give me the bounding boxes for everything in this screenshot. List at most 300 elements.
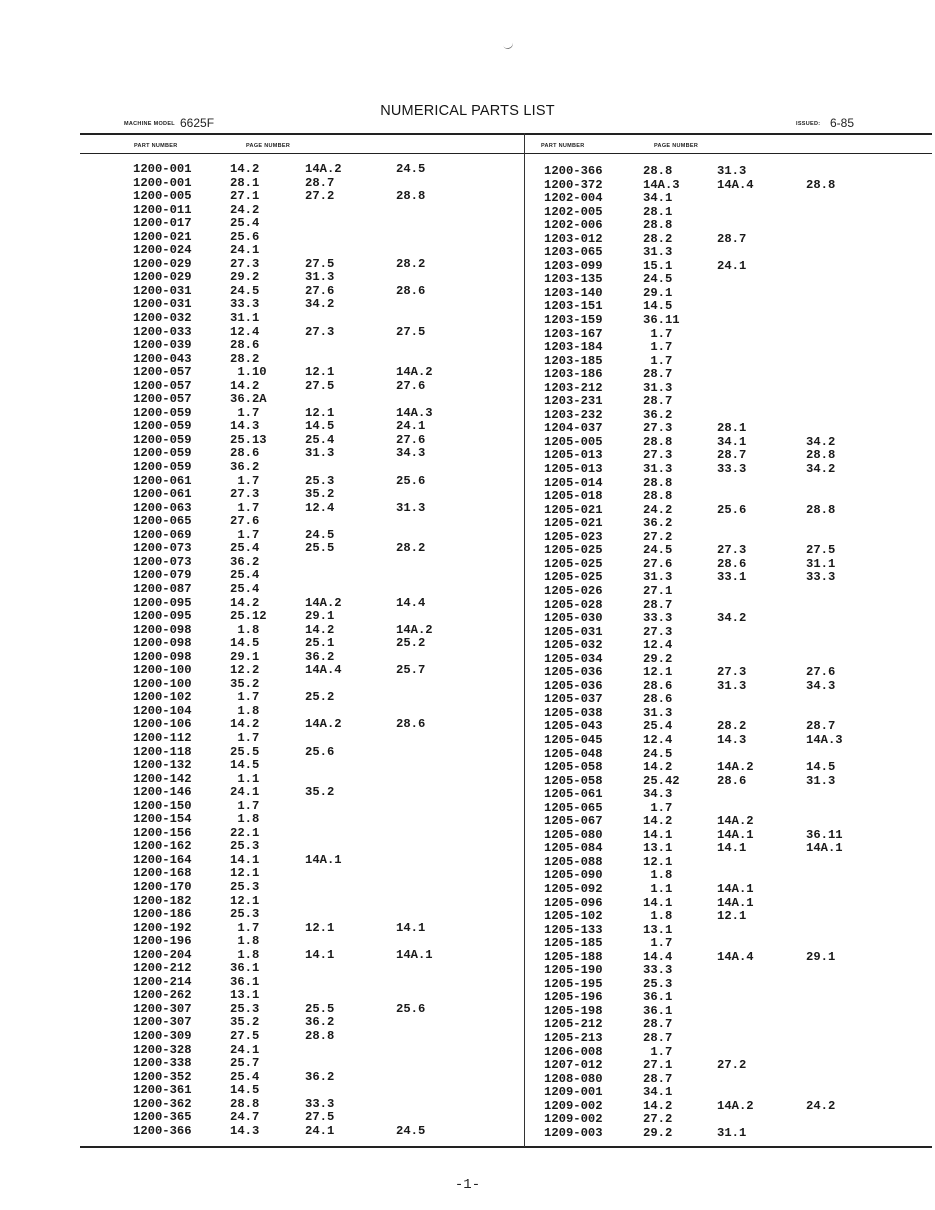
page-reference: 24.1 <box>230 785 260 800</box>
page-reference: 1.7 <box>230 500 260 515</box>
table-row <box>544 328 874 342</box>
part-number: 1203-231 <box>544 394 603 409</box>
page-reference: 25.7 <box>396 663 426 678</box>
page-reference: 36.2 <box>305 649 335 664</box>
page-reference: 25.6 <box>396 473 426 488</box>
page-reference: 13.1 <box>643 841 673 856</box>
part-number: 1200-352 <box>133 1069 192 1084</box>
page-reference: 12.4 <box>643 732 673 747</box>
part-number: 1205-058 <box>544 760 603 775</box>
page-reference: 12.1 <box>230 893 260 908</box>
part-number: 1205-096 <box>544 895 603 910</box>
table-row <box>133 976 453 990</box>
table-row <box>133 610 453 624</box>
page-reference: 36.1 <box>643 990 673 1005</box>
page-reference: 34.2 <box>305 297 335 312</box>
part-number: 1203-232 <box>544 407 603 422</box>
page-reference: 27.5 <box>806 543 836 558</box>
table-row <box>133 529 453 543</box>
page-reference: 28.1 <box>230 175 260 190</box>
page-reference: 14A.3 <box>396 405 433 420</box>
table-row <box>133 1084 453 1098</box>
table-row <box>544 815 874 829</box>
page-reference: 28.8 <box>806 177 836 192</box>
part-number: 1209-003 <box>544 1125 603 1140</box>
page-reference: 1.7 <box>230 798 260 813</box>
part-number: 1200-150 <box>133 798 192 813</box>
part-number: 1200-031 <box>133 283 192 298</box>
table-row <box>133 1016 453 1030</box>
part-number: 1200-146 <box>133 785 192 800</box>
page-reference: 27.2 <box>643 529 673 544</box>
page-reference: 27.2 <box>717 1058 747 1073</box>
table-row <box>544 355 874 369</box>
part-number: 1200-001 <box>133 175 192 190</box>
table-row <box>544 368 874 382</box>
page-reference: 14.1 <box>643 827 673 842</box>
page-reference: 13.1 <box>230 988 260 1003</box>
page-reference: 28.1 <box>717 421 747 436</box>
table-row <box>133 949 453 963</box>
page-reference: 31.3 <box>806 773 836 788</box>
page-reference: 25.5 <box>305 541 335 556</box>
part-number: 1200-001 <box>133 162 192 176</box>
page-reference: 28.2 <box>230 351 260 366</box>
part-number: 1203-135 <box>544 272 603 287</box>
table-row <box>133 407 453 421</box>
page-reference: 27.5 <box>230 1029 260 1043</box>
page-reference: 25.3 <box>643 976 673 991</box>
part-number: 1200-021 <box>133 229 192 244</box>
page-reference: 25.4 <box>230 216 260 231</box>
part-number: 1200-154 <box>133 812 192 827</box>
page-number: -1- <box>454 1177 481 1193</box>
machine-model-value: 6625F <box>180 116 215 130</box>
part-number: 1203-065 <box>544 245 603 260</box>
page-reference: 1.7 <box>230 473 260 488</box>
column-divider <box>524 133 525 1147</box>
table-row <box>133 244 453 258</box>
table-row <box>133 353 453 367</box>
table-row <box>544 260 874 274</box>
part-number: 1200-338 <box>133 1056 192 1071</box>
page-reference: 14A.1 <box>717 895 754 910</box>
page-reference: 1.7 <box>643 1044 673 1059</box>
part-number: 1205-190 <box>544 963 603 978</box>
part-number: 1205-036 <box>544 678 603 693</box>
part-number: 1200-057 <box>133 365 192 380</box>
part-number: 1205-188 <box>544 949 603 964</box>
page-reference: 25.3 <box>230 907 260 922</box>
table-row <box>133 651 453 665</box>
table-row <box>544 287 874 301</box>
part-number: 1205-198 <box>544 1003 603 1018</box>
page-reference: 28.8 <box>230 1096 260 1111</box>
page-reference: 28.2 <box>717 719 747 734</box>
table-row <box>133 488 453 502</box>
page-reference: 1.8 <box>643 868 673 883</box>
part-number: 1202-004 <box>544 191 603 206</box>
page-reference: 1.1 <box>643 881 673 896</box>
page-reference: 34.2 <box>806 462 836 477</box>
page-reference: 12.1 <box>305 365 335 380</box>
page-reference: 25.6 <box>396 1001 426 1016</box>
page-reference: 28.6 <box>717 773 747 788</box>
table-row <box>544 1018 874 1032</box>
page-reference: 1.7 <box>643 326 673 341</box>
part-number: 1205-195 <box>544 976 603 991</box>
table-row <box>544 951 874 965</box>
table-row <box>133 569 453 583</box>
page-reference: 27.3 <box>230 487 260 502</box>
page-reference: 28.8 <box>643 475 673 490</box>
page-reference: 1.7 <box>230 920 260 935</box>
part-number: 1205-080 <box>544 827 603 842</box>
part-number: 1203-212 <box>544 380 603 395</box>
page-reference: 25.5 <box>230 744 260 759</box>
page-reference: 1.7 <box>230 527 260 542</box>
page-reference: 14.1 <box>230 852 260 867</box>
page-reference: 31.1 <box>717 1125 747 1140</box>
table-row <box>133 773 453 787</box>
issued-value: 6-85 <box>830 116 855 130</box>
page-reference: 27.5 <box>396 324 426 339</box>
page-reference: 36.1 <box>230 974 260 989</box>
part-number: 1200-031 <box>133 297 192 312</box>
page-reference: 14A.3 <box>643 177 680 192</box>
page-reference: 36.1 <box>230 961 260 976</box>
page-reference: 28.7 <box>643 1031 673 1045</box>
page-reference: 12.1 <box>643 665 673 680</box>
page-reference: 25.6 <box>305 744 335 759</box>
page-reference: 28.6 <box>396 283 426 298</box>
page-reference: 24.5 <box>643 272 673 287</box>
part-number: 1200-142 <box>133 771 192 786</box>
page-reference: 28.2 <box>643 231 673 246</box>
table-row <box>544 802 874 816</box>
machine-model-label: MACHINE MODEL <box>124 121 175 127</box>
table-row <box>544 761 874 775</box>
page-reference: 28.8 <box>806 448 836 463</box>
page-reference: 25.13 <box>230 432 267 447</box>
part-number: 1200-098 <box>133 649 192 664</box>
page-reference: 36.1 <box>643 1003 673 1018</box>
table-row <box>133 542 453 556</box>
part-number: 1200-361 <box>133 1083 192 1098</box>
page-reference: 1.7 <box>643 800 673 815</box>
table-row <box>544 788 874 802</box>
left-part-number-header: PART NUMBER <box>134 143 178 149</box>
part-number: 1200-365 <box>133 1110 192 1125</box>
page-reference: 31.3 <box>717 164 747 178</box>
page-reference: 14A.3 <box>806 732 843 747</box>
part-number: 1200-170 <box>133 879 192 894</box>
page-reference: 28.7 <box>643 367 673 382</box>
part-number: 1205-018 <box>544 489 603 504</box>
page-reference: 25.4 <box>230 1069 260 1084</box>
part-number: 1200-182 <box>133 893 192 908</box>
part-number: 1203-167 <box>544 326 603 341</box>
part-number: 1200-057 <box>133 378 192 393</box>
part-number: 1200-059 <box>133 405 192 420</box>
page-reference: 27.6 <box>643 556 673 571</box>
table-row <box>133 1071 453 1085</box>
table-row <box>544 1086 874 1100</box>
table-row <box>544 436 874 450</box>
table-row <box>544 1032 874 1046</box>
table-row <box>544 449 874 463</box>
page-reference: 14A.1 <box>717 881 754 896</box>
part-number: 1200-328 <box>133 1042 192 1057</box>
part-number: 1200-073 <box>133 554 192 569</box>
table-row <box>544 273 874 287</box>
page-reference: 36.2 <box>230 460 260 475</box>
table-row <box>544 490 874 504</box>
part-number: 1200-057 <box>133 392 192 407</box>
page-reference: 28.6 <box>396 717 426 732</box>
table-row <box>544 382 874 396</box>
part-number: 1203-186 <box>544 367 603 382</box>
table-row <box>544 829 874 843</box>
part-number: 1205-061 <box>544 787 603 802</box>
page-reference: 1.7 <box>643 936 673 951</box>
page-reference: 1.8 <box>230 947 260 962</box>
page-reference: 28.2 <box>396 541 426 556</box>
table-row <box>544 910 874 924</box>
table-row <box>544 1100 874 1114</box>
table-row <box>133 190 453 204</box>
page-reference: 36.2 <box>643 516 673 531</box>
page-reference: 27.1 <box>230 189 260 204</box>
table-row <box>133 989 453 1003</box>
page-reference: 28.8 <box>643 164 673 178</box>
table-row <box>133 447 453 461</box>
page-reference: 24.1 <box>396 419 426 434</box>
table-row <box>544 599 874 613</box>
page-reference: 29.2 <box>643 1125 673 1140</box>
table-row <box>133 962 453 976</box>
page-reference: 28.8 <box>396 189 426 204</box>
page-reference: 14.2 <box>643 1098 673 1113</box>
table-row <box>544 1073 874 1087</box>
page-reference: 24.5 <box>643 746 673 761</box>
part-number: 1200-100 <box>133 676 192 691</box>
part-number: 1205-212 <box>544 1017 603 1032</box>
page-reference: 14.4 <box>643 949 673 964</box>
table-row <box>133 732 453 746</box>
part-number: 1205-037 <box>544 692 603 707</box>
page-reference: 28.7 <box>806 719 836 734</box>
page-reference: 27.5 <box>305 1110 335 1125</box>
table-row <box>133 718 453 732</box>
page-reference: 14.1 <box>643 895 673 910</box>
table-row <box>544 883 874 897</box>
page-reference: 14.2 <box>305 622 335 637</box>
page-reference: 36.2 <box>643 407 673 422</box>
part-number: 1200-059 <box>133 446 192 461</box>
page-reference: 28.8 <box>806 502 836 517</box>
bottom-rule <box>80 1146 932 1148</box>
table-row <box>544 1059 874 1073</box>
page-reference: 25.4 <box>230 568 260 583</box>
part-number: 1200-262 <box>133 988 192 1003</box>
right-part-number-header: PART NUMBER <box>541 143 585 149</box>
page-reference: 27.6 <box>230 514 260 529</box>
part-number: 1200-039 <box>133 338 192 353</box>
part-number: 1205-025 <box>544 556 603 571</box>
page-reference: 28.8 <box>643 434 673 449</box>
page-reference: 29.1 <box>643 285 673 300</box>
page-reference: 14A.1 <box>806 841 843 856</box>
table-row <box>544 666 874 680</box>
page-reference: 14A.2 <box>717 760 754 775</box>
page-reference: 28.7 <box>643 597 673 612</box>
part-number: 1200-095 <box>133 609 192 624</box>
page-reference: 31.3 <box>305 270 335 285</box>
page-reference: 1.7 <box>230 730 260 745</box>
page-reference: 25.3 <box>230 839 260 854</box>
page-reference: 28.8 <box>305 1029 335 1043</box>
part-number: 1209-002 <box>544 1112 603 1127</box>
table-row <box>544 991 874 1005</box>
header-rule <box>80 153 932 154</box>
page-reference: 35.2 <box>305 785 335 800</box>
page-reference: 27.6 <box>305 283 335 298</box>
part-number: 1200-065 <box>133 514 192 529</box>
part-number: 1200-033 <box>133 324 192 339</box>
table-row <box>133 895 453 909</box>
page-reference: 14.5 <box>806 760 836 775</box>
table-row <box>544 206 874 220</box>
page-reference: 27.5 <box>305 256 335 271</box>
table-row <box>544 1005 874 1019</box>
table-row <box>544 219 874 233</box>
table-row <box>544 585 874 599</box>
part-number: 1200-024 <box>133 243 192 258</box>
page-reference: 36.11 <box>643 313 680 328</box>
table-row <box>133 813 453 827</box>
table-row <box>133 637 453 651</box>
page-reference: 28.6 <box>717 556 747 571</box>
page-reference: 12.4 <box>643 638 673 653</box>
part-number: 1205-048 <box>544 746 603 761</box>
table-row <box>133 298 453 312</box>
part-number: 1205-014 <box>544 475 603 490</box>
table-row <box>133 583 453 597</box>
part-number: 1200-059 <box>133 460 192 475</box>
part-number: 1200-005 <box>133 189 192 204</box>
page-reference: 34.1 <box>643 1085 673 1100</box>
top-rule <box>80 133 932 135</box>
table-row <box>133 664 453 678</box>
part-number: 1200-118 <box>133 744 192 759</box>
part-number: 1208-080 <box>544 1071 603 1086</box>
part-number: 1205-013 <box>544 448 603 463</box>
table-row <box>133 597 453 611</box>
table-row <box>133 1044 453 1058</box>
page-reference: 14A.4 <box>305 663 342 678</box>
part-number: 1200-069 <box>133 527 192 542</box>
part-number: 1200-106 <box>133 717 192 732</box>
page-reference: 31.3 <box>643 380 673 395</box>
page-reference: 34.2 <box>806 434 836 449</box>
page-reference: 34.3 <box>396 446 426 461</box>
table-row <box>544 246 874 260</box>
part-number: 1200-112 <box>133 730 192 745</box>
table-row <box>544 395 874 409</box>
page-reference: 14.5 <box>230 636 260 651</box>
page-reference: 14A.2 <box>305 162 342 176</box>
page-reference: 28.6 <box>643 692 673 707</box>
part-number: 1205-025 <box>544 570 603 585</box>
page-reference: 14A.2 <box>396 365 433 380</box>
page-reference: 28.2 <box>396 256 426 271</box>
page-reference: 25.3 <box>305 473 335 488</box>
page-reference: 14.2 <box>230 595 260 610</box>
part-number: 1205-084 <box>544 841 603 856</box>
page-reference: 31.3 <box>643 245 673 260</box>
table-row <box>544 693 874 707</box>
page-reference: 31.3 <box>717 678 747 693</box>
page-reference: 25.4 <box>230 581 260 596</box>
table-row <box>544 775 874 789</box>
page-reference: 25.4 <box>230 541 260 556</box>
page-reference: 1.8 <box>230 934 260 949</box>
part-number: 1203-185 <box>544 353 603 368</box>
part-number: 1200-059 <box>133 419 192 434</box>
page-reference: 33.3 <box>305 1096 335 1111</box>
part-number: 1200-164 <box>133 852 192 867</box>
part-number: 1205-196 <box>544 990 603 1005</box>
page-reference: 28.7 <box>643 394 673 409</box>
table-row <box>544 544 874 558</box>
part-number: 1203-099 <box>544 258 603 273</box>
scan-mark <box>502 39 514 51</box>
part-number: 1205-043 <box>544 719 603 734</box>
table-row <box>133 908 453 922</box>
table-row <box>544 869 874 883</box>
part-number: 1200-043 <box>133 351 192 366</box>
left-page-number-header: PAGE NUMBER <box>246 143 291 149</box>
part-number: 1205-030 <box>544 611 603 626</box>
page-reference: 12.1 <box>643 854 673 869</box>
table-row <box>133 231 453 245</box>
page-reference: 14A.4 <box>717 177 754 192</box>
page-reference: 27.2 <box>305 189 335 204</box>
table-row <box>544 680 874 694</box>
page-reference: 36.11 <box>806 827 843 842</box>
page-reference: 1.1 <box>230 771 260 786</box>
page-reference: 12.1 <box>717 909 747 924</box>
page-reference: 27.6 <box>396 432 426 447</box>
table-row <box>544 1113 874 1127</box>
part-number: 1200-362 <box>133 1096 192 1111</box>
page-reference: 35.2 <box>230 1015 260 1030</box>
page-reference: 12.1 <box>305 920 335 935</box>
page-reference: 35.2 <box>230 676 260 691</box>
part-number: 1200-061 <box>133 487 192 502</box>
page-reference: 36.2 <box>230 554 260 569</box>
page-reference: 14.5 <box>305 419 335 434</box>
table-row <box>133 393 453 407</box>
part-number: 1204-037 <box>544 421 603 436</box>
page-reference: 27.2 <box>643 1112 673 1127</box>
page-reference: 27.1 <box>643 583 673 598</box>
part-number: 1200-204 <box>133 947 192 962</box>
part-number: 1200-192 <box>133 920 192 935</box>
page-reference: 31.3 <box>643 462 673 477</box>
table-row <box>133 461 453 475</box>
